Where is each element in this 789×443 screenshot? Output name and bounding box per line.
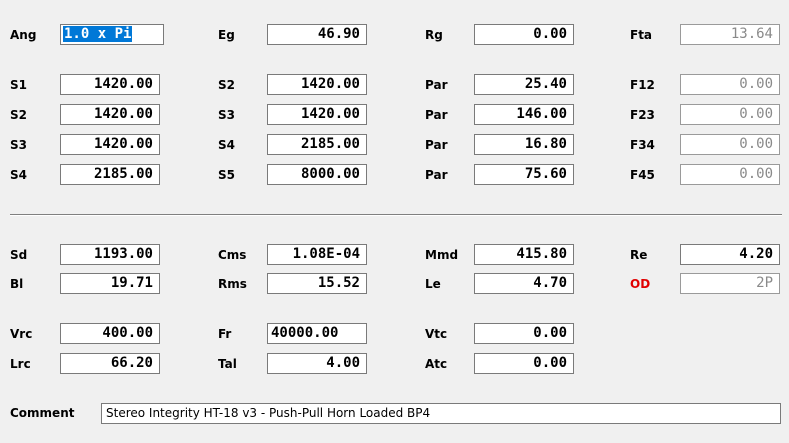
par4-label: Par [425, 168, 448, 182]
re-label: Re [630, 248, 648, 262]
par2-label: Par [425, 108, 448, 122]
f45-readonly-field: 0.00 [680, 164, 780, 185]
vtc-input[interactable]: 0.00 [474, 323, 574, 344]
sd-input[interactable]: 1193.00 [60, 244, 160, 265]
f34-label: F34 [630, 138, 655, 152]
s4-row-label: S4 [10, 168, 27, 182]
od-label: OD [630, 277, 651, 291]
s3-input[interactable]: 1420.00 [267, 104, 367, 125]
comment-input[interactable]: Stereo Integrity HT-18 v3 - Push-Pull Horn Loaded BP4 [101, 403, 781, 424]
s3-row-label: S3 [10, 138, 27, 152]
le-label: Le [425, 277, 441, 291]
par1-input[interactable]: 25.40 [474, 74, 574, 95]
ang-input[interactable] [60, 24, 164, 45]
lrc-label: Lrc [10, 357, 31, 371]
fta-readonly-field: 13.64 [680, 24, 780, 45]
cms-input[interactable]: 1.08E-04 [267, 244, 367, 265]
fta-label: Fta [630, 28, 653, 42]
ang-input-selected-text: 1.0 x Pi [64, 26, 132, 42]
od-readonly-field: 2P [680, 273, 780, 294]
fr-input[interactable]: 40000.00 [267, 323, 367, 344]
mmd-input[interactable]: 415.80 [474, 244, 574, 265]
atc-label: Atc [425, 357, 448, 371]
ang-label: Ang [10, 28, 37, 42]
vrc-label: Vrc [10, 327, 33, 341]
s4-row-input[interactable]: 2185.00 [60, 164, 160, 185]
re-input[interactable]: 4.20 [680, 244, 780, 265]
tal-input[interactable]: 4.00 [267, 353, 367, 374]
rms-input[interactable]: 15.52 [267, 273, 367, 294]
bl-input[interactable]: 19.71 [60, 273, 160, 294]
vtc-label: Vtc [425, 327, 448, 341]
eg-label: Eg [218, 28, 235, 42]
f23-label: F23 [630, 108, 655, 122]
atc-input[interactable]: 0.00 [474, 353, 574, 374]
s2-input[interactable]: 1420.00 [267, 74, 367, 95]
section-divider-highlight [10, 215, 782, 216]
s2-label: S2 [218, 78, 235, 92]
rg-label: Rg [425, 28, 443, 42]
eg-input[interactable]: 46.90 [267, 24, 367, 45]
par1-label: Par [425, 78, 448, 92]
f34-readonly-field: 0.00 [680, 134, 780, 155]
s2-row-input[interactable]: 1420.00 [60, 104, 160, 125]
le-input[interactable]: 4.70 [474, 273, 574, 294]
s3-row-input[interactable]: 1420.00 [60, 134, 160, 155]
mmd-label: Mmd [425, 248, 459, 262]
comment-label: Comment [10, 406, 75, 420]
sd-label: Sd [10, 248, 28, 262]
tal-label: Tal [218, 357, 237, 371]
fr-label: Fr [218, 327, 232, 341]
f12-readonly-field: 0.00 [680, 74, 780, 95]
rg-input[interactable]: 0.00 [474, 24, 574, 45]
s5-label: S5 [218, 168, 235, 182]
par3-input[interactable]: 16.80 [474, 134, 574, 155]
s3-label: S3 [218, 108, 235, 122]
lrc-input[interactable]: 66.20 [60, 353, 160, 374]
vrc-input[interactable]: 400.00 [60, 323, 160, 344]
s5-input[interactable]: 8000.00 [267, 164, 367, 185]
s4-label: S4 [218, 138, 235, 152]
s1-label: S1 [10, 78, 27, 92]
cms-label: Cms [218, 248, 247, 262]
par4-input[interactable]: 75.60 [474, 164, 574, 185]
f45-label: F45 [630, 168, 655, 182]
par3-label: Par [425, 138, 448, 152]
f12-label: F12 [630, 78, 655, 92]
s1-input[interactable]: 1420.00 [60, 74, 160, 95]
par2-input[interactable]: 146.00 [474, 104, 574, 125]
s4-input[interactable]: 2185.00 [267, 134, 367, 155]
rms-label: Rms [218, 277, 247, 291]
bl-label: Bl [10, 277, 24, 291]
f23-readonly-field: 0.00 [680, 104, 780, 125]
s2-row-label: S2 [10, 108, 27, 122]
